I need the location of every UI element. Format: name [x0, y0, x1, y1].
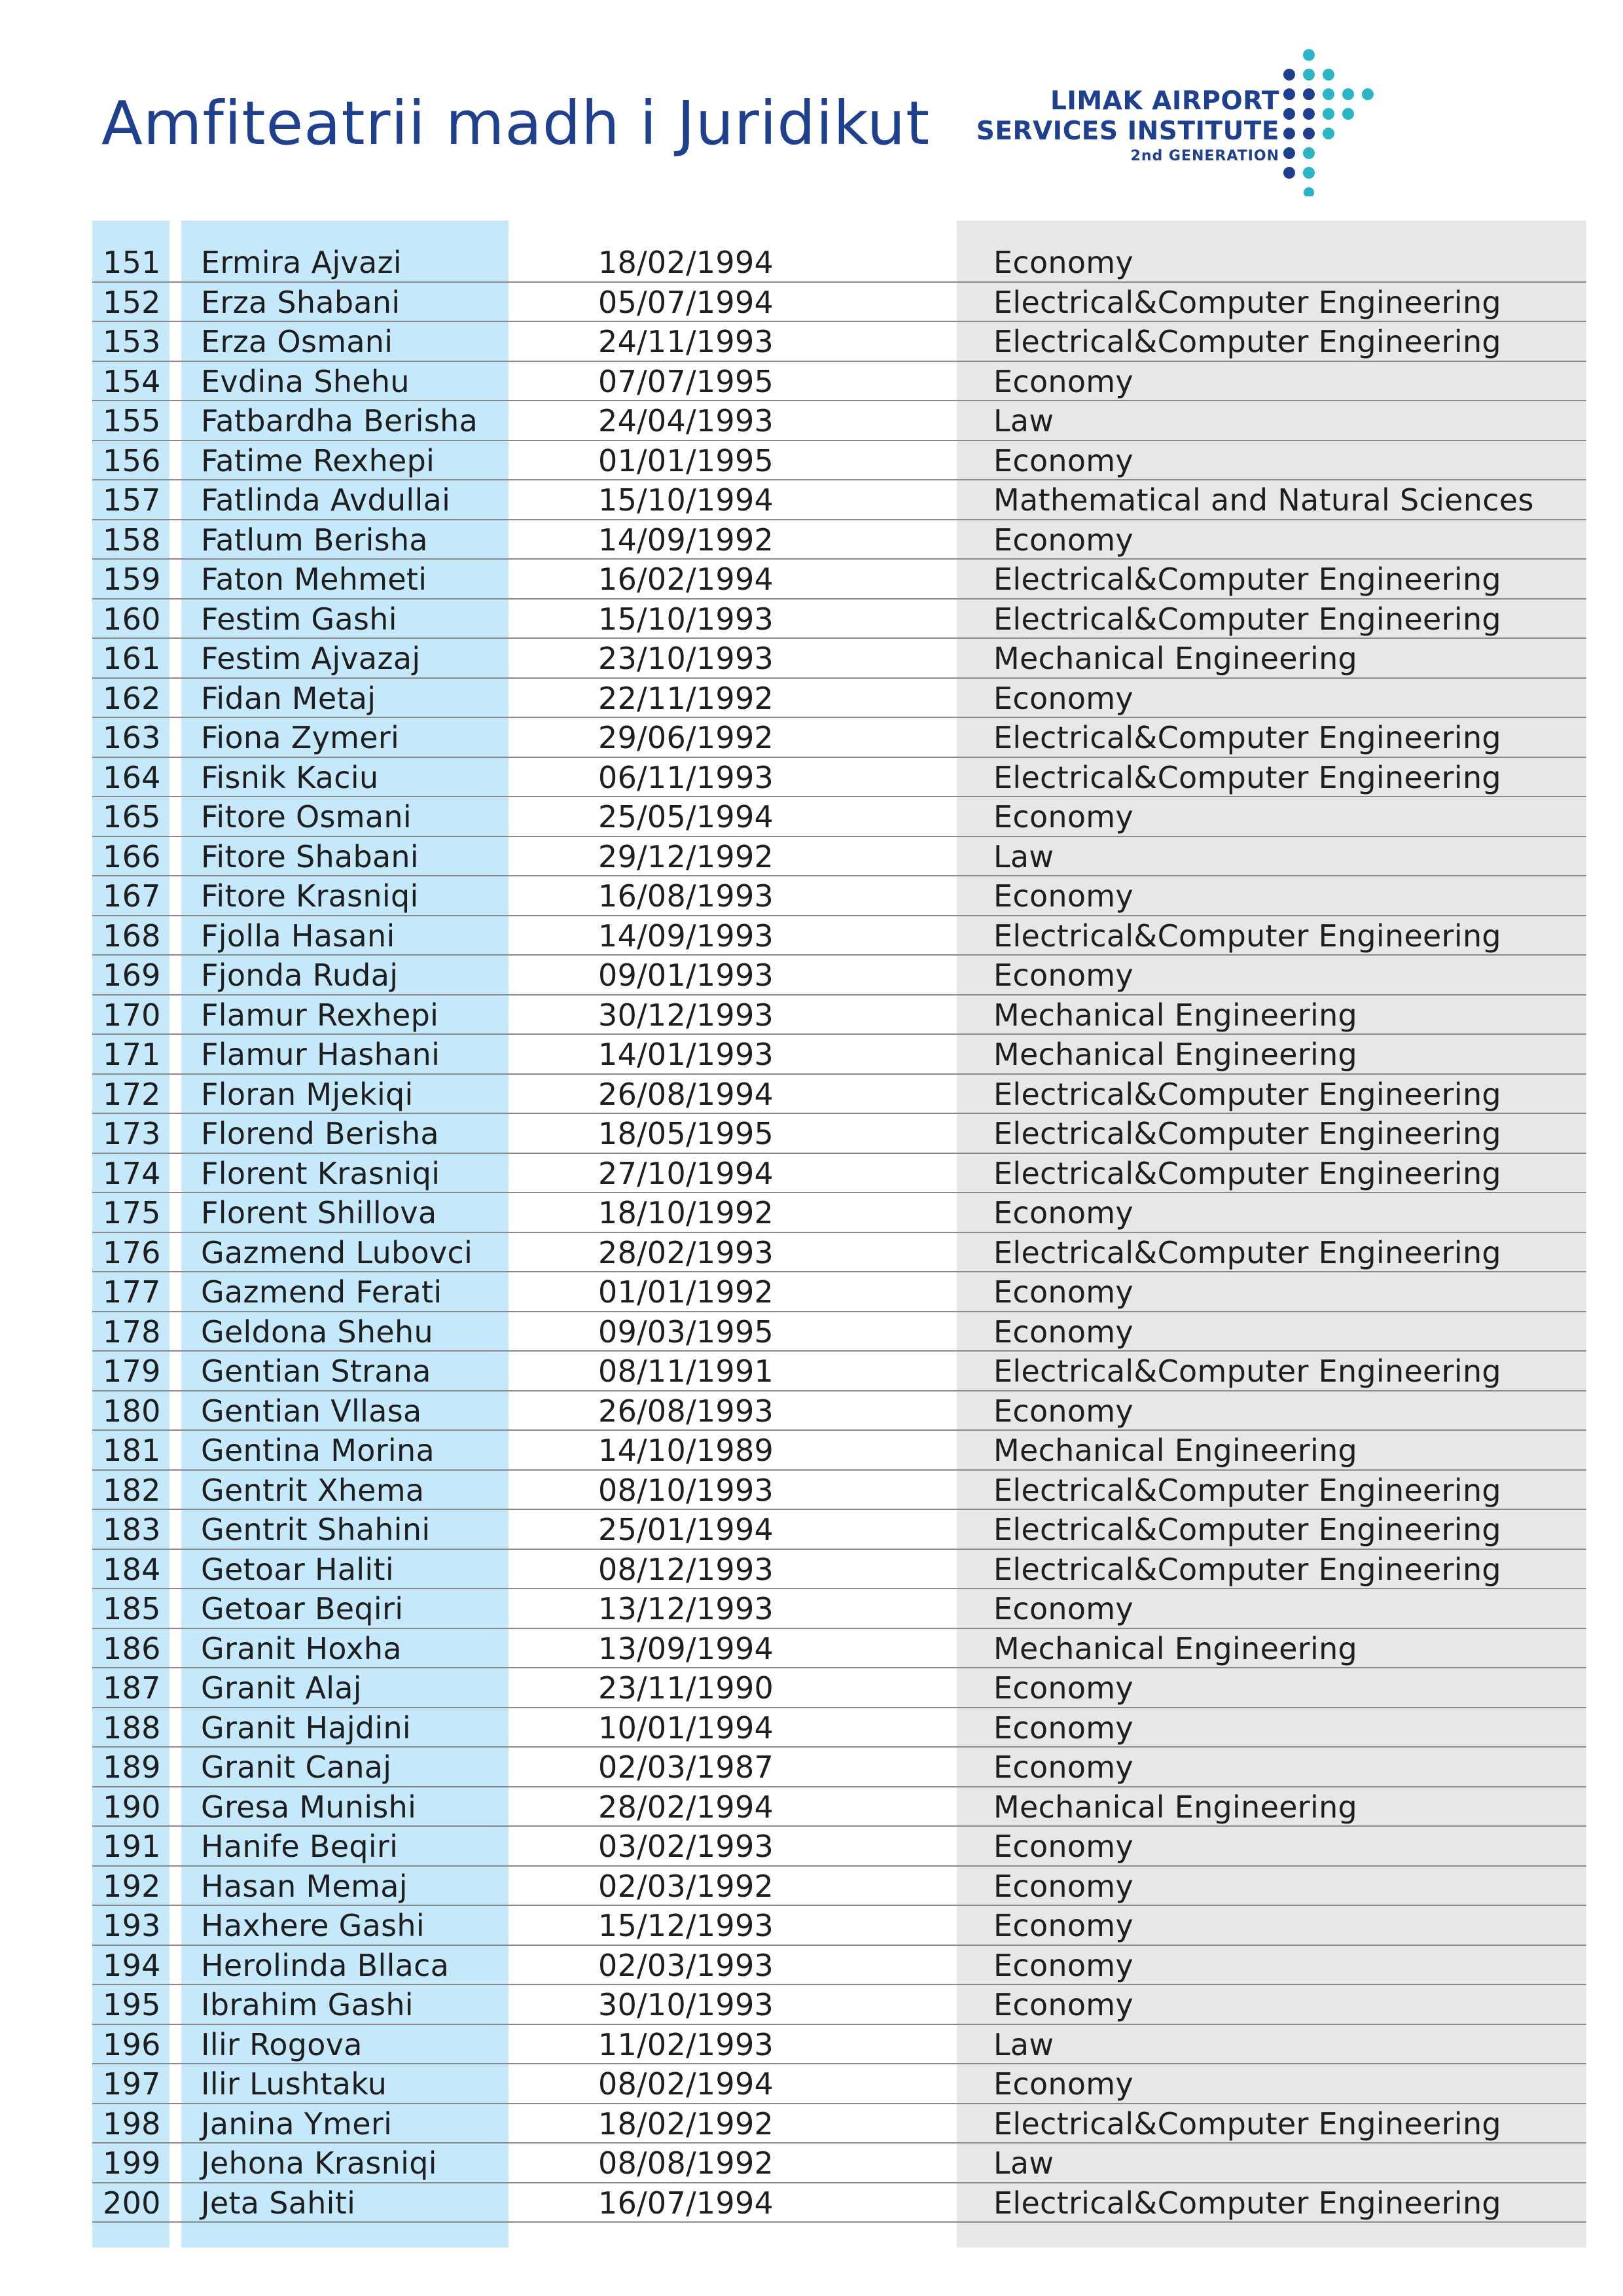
institute-logo [976, 46, 1407, 196]
row-number: 173 [103, 1116, 161, 1151]
table-row [92, 1352, 1586, 1391]
student-name: Granit Alaj [201, 1670, 362, 1706]
faculty-name: Electrical&Computer Engineering [993, 1472, 1501, 1508]
birth-date: 30/12/1993 [598, 997, 774, 1033]
birth-date: 23/10/1993 [598, 641, 774, 676]
faculty-name: Mechanical Engineering [993, 1630, 1358, 1666]
row-number: 178 [103, 1314, 161, 1350]
birth-date: 08/10/1993 [598, 1472, 774, 1508]
table-row [92, 797, 1586, 837]
faculty-name: Economy [993, 680, 1133, 716]
logo-dots-icon [1283, 46, 1407, 196]
student-name: Flamur Hashani [201, 1037, 440, 1072]
student-name: Fatbardha Berisha [201, 403, 478, 439]
birth-date: 09/03/1995 [598, 1314, 774, 1350]
student-name: Florent Shillova [201, 1195, 437, 1230]
row-number: 159 [103, 562, 161, 597]
faculty-name: Economy [993, 1670, 1133, 1706]
student-name: Ilir Rogova [201, 2026, 363, 2062]
birth-date: 18/02/1994 [598, 245, 774, 280]
student-name: Granit Hoxha [201, 1630, 402, 1666]
row-number: 188 [103, 1710, 161, 1746]
row-number: 170 [103, 997, 161, 1033]
birth-date: 08/12/1993 [598, 1551, 774, 1587]
student-name: Granit Canaj [201, 1749, 392, 1785]
row-number: 161 [103, 641, 161, 676]
row-number: 183 [103, 1512, 161, 1547]
table-row [92, 996, 1586, 1035]
birth-date: 15/10/1994 [598, 482, 774, 518]
table-row [92, 1391, 1586, 1431]
student-name: Getoar Beqiri [201, 1591, 404, 1626]
student-name: Getoar Haliti [201, 1551, 394, 1587]
faculty-name: Economy [993, 522, 1133, 558]
birth-date: 25/05/1994 [598, 799, 774, 834]
birth-date: 24/11/1993 [598, 324, 774, 359]
row-number: 165 [103, 799, 161, 834]
birth-date: 26/08/1994 [598, 1076, 774, 1112]
birth-date: 29/12/1992 [598, 838, 774, 874]
row-number: 185 [103, 1591, 161, 1626]
row-number: 172 [103, 1076, 161, 1112]
student-name: Gentina Morina [201, 1433, 435, 1468]
row-number: 171 [103, 1037, 161, 1072]
student-name: Granit Hajdini [201, 1710, 412, 1746]
student-name: Gentrit Xhema [201, 1472, 425, 1508]
student-name: Ibrahim Gashi [201, 1987, 414, 2022]
birth-date: 05/07/1994 [598, 284, 774, 320]
table-row [92, 1589, 1586, 1629]
row-number: 174 [103, 1155, 161, 1191]
birth-date: 02/03/1992 [598, 1868, 774, 1904]
faculty-name: Electrical&Computer Engineering [993, 1354, 1501, 1389]
birth-date: 02/03/1987 [598, 1749, 774, 1785]
faculty-name: Economy [993, 1749, 1133, 1785]
faculty-name: Economy [993, 1710, 1133, 1746]
table-row [92, 1787, 1586, 1827]
faculty-name: Economy [993, 1393, 1133, 1429]
table-row [92, 1668, 1586, 1708]
birth-date: 10/01/1994 [598, 1710, 774, 1746]
faculty-name: Mechanical Engineering [993, 641, 1358, 676]
student-name: Gazmend Lubovci [201, 1234, 473, 1270]
birth-date: 13/09/1994 [598, 1630, 774, 1666]
row-number: 199 [103, 2145, 161, 2181]
table-row [92, 1233, 1586, 1273]
faculty-name: Law [993, 838, 1054, 874]
faculty-name: Economy [993, 1908, 1133, 1943]
table-row [92, 1906, 1586, 1946]
student-name: Gazmend Ferati [201, 1274, 442, 1310]
faculty-name: Electrical&Computer Engineering [993, 918, 1501, 954]
table-row [92, 916, 1586, 956]
row-number: 166 [103, 838, 161, 874]
birth-date: 11/02/1993 [598, 2026, 774, 2062]
student-name: Jehona Krasniqi [201, 2145, 437, 2181]
faculty-name: Economy [993, 363, 1133, 399]
faculty-name: Law [993, 403, 1054, 439]
faculty-name: Mechanical Engineering [993, 1037, 1358, 1072]
birth-date: 28/02/1994 [598, 1789, 774, 1825]
birth-date: 30/10/1993 [598, 1987, 774, 2022]
table-row [92, 520, 1586, 560]
student-name: Florent Krasniqi [201, 1155, 440, 1191]
faculty-name: Mechanical Engineering [993, 997, 1358, 1033]
student-name: Ermira Ajvazi [201, 245, 402, 280]
birth-date: 18/10/1992 [598, 1195, 774, 1230]
row-number: 156 [103, 442, 161, 478]
student-name: Herolinda Bllaca [201, 1947, 450, 1983]
row-number: 168 [103, 918, 161, 954]
row-number: 176 [103, 1234, 161, 1270]
row-number: 190 [103, 1789, 161, 1825]
faculty-name: Electrical&Computer Engineering [993, 2185, 1501, 2221]
row-number: 187 [103, 1670, 161, 1706]
table-row [92, 639, 1586, 679]
row-number: 193 [103, 1908, 161, 1943]
faculty-name: Electrical&Computer Engineering [993, 1116, 1501, 1151]
faculty-name: Electrical&Computer Engineering [993, 1076, 1501, 1112]
faculty-name: Economy [993, 2066, 1133, 2102]
table-row [92, 2183, 1586, 2223]
student-name: Fitore Krasniqi [201, 878, 419, 914]
faculty-name: Economy [993, 1987, 1133, 2022]
row-number: 196 [103, 2026, 161, 2062]
table-row [92, 243, 1586, 283]
faculty-name: Economy [993, 1591, 1133, 1626]
student-name: Evdina Shehu [201, 363, 410, 399]
row-number: 180 [103, 1393, 161, 1429]
row-number: 179 [103, 1354, 161, 1389]
table-row [92, 718, 1586, 758]
table-row [92, 322, 1586, 362]
table-row [92, 560, 1586, 600]
birth-date: 09/01/1993 [598, 958, 774, 993]
faculty-name: Electrical&Computer Engineering [993, 1551, 1501, 1587]
table-row [92, 2064, 1586, 2104]
birth-date: 01/01/1992 [598, 1274, 774, 1310]
student-name: Gresa Munishi [201, 1789, 417, 1825]
faculty-name: Electrical&Computer Engineering [993, 284, 1501, 320]
logo-text [976, 86, 1279, 166]
table-row [92, 1312, 1586, 1352]
table-row [92, 1867, 1586, 1907]
faculty-name: Electrical&Computer Engineering [993, 1512, 1501, 1547]
row-number: 192 [103, 1868, 161, 1904]
table-row [92, 480, 1586, 520]
table-row [92, 837, 1586, 877]
table-row [92, 1471, 1586, 1511]
faculty-name: Electrical&Computer Engineering [993, 759, 1501, 795]
birth-date: 18/05/1995 [598, 1116, 774, 1151]
student-name: Fitore Shabani [201, 838, 419, 874]
birth-date: 15/12/1993 [598, 1908, 774, 1943]
table-row [92, 1946, 1586, 1986]
table-row [92, 956, 1586, 996]
birth-date: 25/01/1994 [598, 1512, 774, 1547]
faculty-name: Economy [993, 1274, 1133, 1310]
student-name: Festim Ajvazaj [201, 641, 421, 676]
birth-date: 29/06/1992 [598, 720, 774, 755]
row-number: 162 [103, 680, 161, 716]
row-number: 169 [103, 958, 161, 993]
student-name: Flamur Rexhepi [201, 997, 439, 1033]
faculty-name: Economy [993, 878, 1133, 914]
logo-line-3: 2nd GENERATION [1130, 148, 1279, 164]
table-row [92, 1075, 1586, 1115]
birth-date: 14/01/1993 [598, 1037, 774, 1072]
table-row [92, 1154, 1586, 1194]
student-name: Gentrit Shahini [201, 1512, 431, 1547]
birth-date: 22/11/1992 [598, 680, 774, 716]
student-name: Fiona Zymeri [201, 720, 400, 755]
birth-date: 16/02/1994 [598, 562, 774, 597]
faculty-name: Economy [993, 1829, 1133, 1864]
row-number: 181 [103, 1433, 161, 1468]
faculty-name: Electrical&Computer Engineering [993, 1155, 1501, 1191]
student-name: Festim Gashi [201, 601, 397, 637]
student-name: Fitore Osmani [201, 799, 412, 834]
student-name: Jeta Sahiti [201, 2185, 356, 2221]
table-row [92, 600, 1586, 639]
table-row [92, 1550, 1586, 1590]
birth-date: 27/10/1994 [598, 1155, 774, 1191]
student-name: Fatlinda Avdullai [201, 482, 451, 518]
logo-line-1: LIMAK AIRPORT [1050, 86, 1279, 116]
birth-date: 24/04/1993 [598, 403, 774, 439]
birth-date: 08/02/1994 [598, 2066, 774, 2102]
birth-date: 07/07/1995 [598, 363, 774, 399]
birth-date: 28/02/1993 [598, 1234, 774, 1270]
birth-date: 15/10/1993 [598, 601, 774, 637]
table-row [92, 1193, 1586, 1233]
birth-date: 18/02/1992 [598, 2106, 774, 2142]
table-row [92, 1510, 1586, 1550]
faculty-name: Mechanical Engineering [993, 1789, 1358, 1825]
table-row [92, 2025, 1586, 2065]
birth-date: 16/07/1994 [598, 2185, 774, 2221]
student-name: Fatime Rexhepi [201, 442, 435, 478]
faculty-name: Law [993, 2026, 1054, 2062]
faculty-name: Mechanical Engineering [993, 1433, 1358, 1468]
student-name: Fjolla Hasani [201, 918, 395, 954]
faculty-name: Electrical&Computer Engineering [993, 601, 1501, 637]
table-row [92, 1035, 1586, 1075]
faculty-name: Electrical&Computer Engineering [993, 562, 1501, 597]
student-name: Haxhere Gashi [201, 1908, 425, 1943]
faculty-name: Electrical&Computer Engineering [993, 324, 1501, 359]
table-row [92, 1629, 1586, 1669]
table-row [92, 679, 1586, 719]
birth-date: 01/01/1995 [598, 442, 774, 478]
row-number: 194 [103, 1947, 161, 1983]
table-row [92, 758, 1586, 798]
student-name: Ilir Lushtaku [201, 2066, 387, 2102]
faculty-name: Law [993, 2145, 1054, 2181]
row-number: 195 [103, 1987, 161, 2022]
birth-date: 13/12/1993 [598, 1591, 774, 1626]
faculty-name: Economy [993, 1314, 1133, 1350]
row-number: 186 [103, 1630, 161, 1666]
birth-date: 26/08/1993 [598, 1393, 774, 1429]
student-name: Floran Mjekiqi [201, 1076, 414, 1112]
faculty-name: Economy [993, 1947, 1133, 1983]
faculty-name: Electrical&Computer Engineering [993, 2106, 1501, 2142]
student-name: Gentian Strana [201, 1354, 431, 1389]
student-name: Fidan Metaj [201, 680, 376, 716]
table-row [92, 1114, 1586, 1154]
table-row [92, 1272, 1586, 1312]
table-row [92, 1708, 1586, 1748]
row-number: 158 [103, 522, 161, 558]
table-row [92, 1431, 1586, 1471]
faculty-name: Electrical&Computer Engineering [993, 720, 1501, 755]
birth-date: 14/10/1989 [598, 1433, 774, 1468]
birth-date: 08/08/1992 [598, 2145, 774, 2181]
faculty-name: Economy [993, 799, 1133, 834]
table-row [92, 401, 1586, 441]
student-name: Geldona Shehu [201, 1314, 433, 1350]
table-row [92, 1985, 1586, 2025]
table-row [92, 876, 1586, 916]
birth-date: 08/11/1991 [598, 1354, 774, 1389]
row-number: 164 [103, 759, 161, 795]
row-number: 157 [103, 482, 161, 518]
table-row [92, 2144, 1586, 2183]
row-number: 200 [103, 2185, 161, 2221]
row-number: 160 [103, 601, 161, 637]
student-name: Gentian Vllasa [201, 1393, 422, 1429]
row-number: 152 [103, 284, 161, 320]
page-title: Amfiteatrii madh i Juridikut [101, 88, 931, 158]
birth-date: 14/09/1993 [598, 918, 774, 954]
student-name: Florend Berisha [201, 1116, 439, 1151]
student-name: Hanife Beqiri [201, 1829, 399, 1864]
table-row [92, 1748, 1586, 1787]
row-number: 167 [103, 878, 161, 914]
table-row [92, 362, 1586, 402]
faculty-name: Mathematical and Natural Sciences [993, 482, 1534, 518]
student-list-table [92, 243, 1586, 2223]
faculty-name: Economy [993, 1868, 1133, 1904]
student-name: Erza Shabani [201, 284, 401, 320]
row-number: 175 [103, 1195, 161, 1230]
row-number: 189 [103, 1749, 161, 1785]
student-name: Erza Osmani [201, 324, 393, 359]
row-number: 197 [103, 2066, 161, 2102]
faculty-name: Economy [993, 958, 1133, 993]
student-name: Hasan Memaj [201, 1868, 408, 1904]
birth-date: 03/02/1993 [598, 1829, 774, 1864]
student-name: Fatlum Berisha [201, 522, 428, 558]
row-number: 163 [103, 720, 161, 755]
row-number: 198 [103, 2106, 161, 2142]
row-number: 154 [103, 363, 161, 399]
row-number: 177 [103, 1274, 161, 1310]
table-row [92, 441, 1586, 481]
student-name: Faton Mehmeti [201, 562, 427, 597]
birth-date: 23/11/1990 [598, 1670, 774, 1706]
row-number: 182 [103, 1472, 161, 1508]
table-row [92, 2104, 1586, 2144]
student-name: Janina Ymeri [201, 2106, 393, 2142]
table-row [92, 1827, 1586, 1867]
birth-date: 16/08/1993 [598, 878, 774, 914]
row-number: 151 [103, 245, 161, 280]
row-number: 184 [103, 1551, 161, 1587]
faculty-name: Economy [993, 1195, 1133, 1230]
row-number: 191 [103, 1829, 161, 1864]
birth-date: 02/03/1993 [598, 1947, 774, 1983]
student-name: Fjonda Rudaj [201, 958, 399, 993]
table-row [92, 283, 1586, 323]
logo-line-2: SERVICES INSTITUTE [976, 117, 1279, 146]
faculty-name: Economy [993, 442, 1133, 478]
faculty-name: Economy [993, 245, 1133, 280]
faculty-name: Electrical&Computer Engineering [993, 1234, 1501, 1270]
birth-date: 06/11/1993 [598, 759, 774, 795]
row-number: 153 [103, 324, 161, 359]
birth-date: 14/09/1992 [598, 522, 774, 558]
row-number: 155 [103, 403, 161, 439]
student-name: Fisnik Kaciu [201, 759, 379, 795]
